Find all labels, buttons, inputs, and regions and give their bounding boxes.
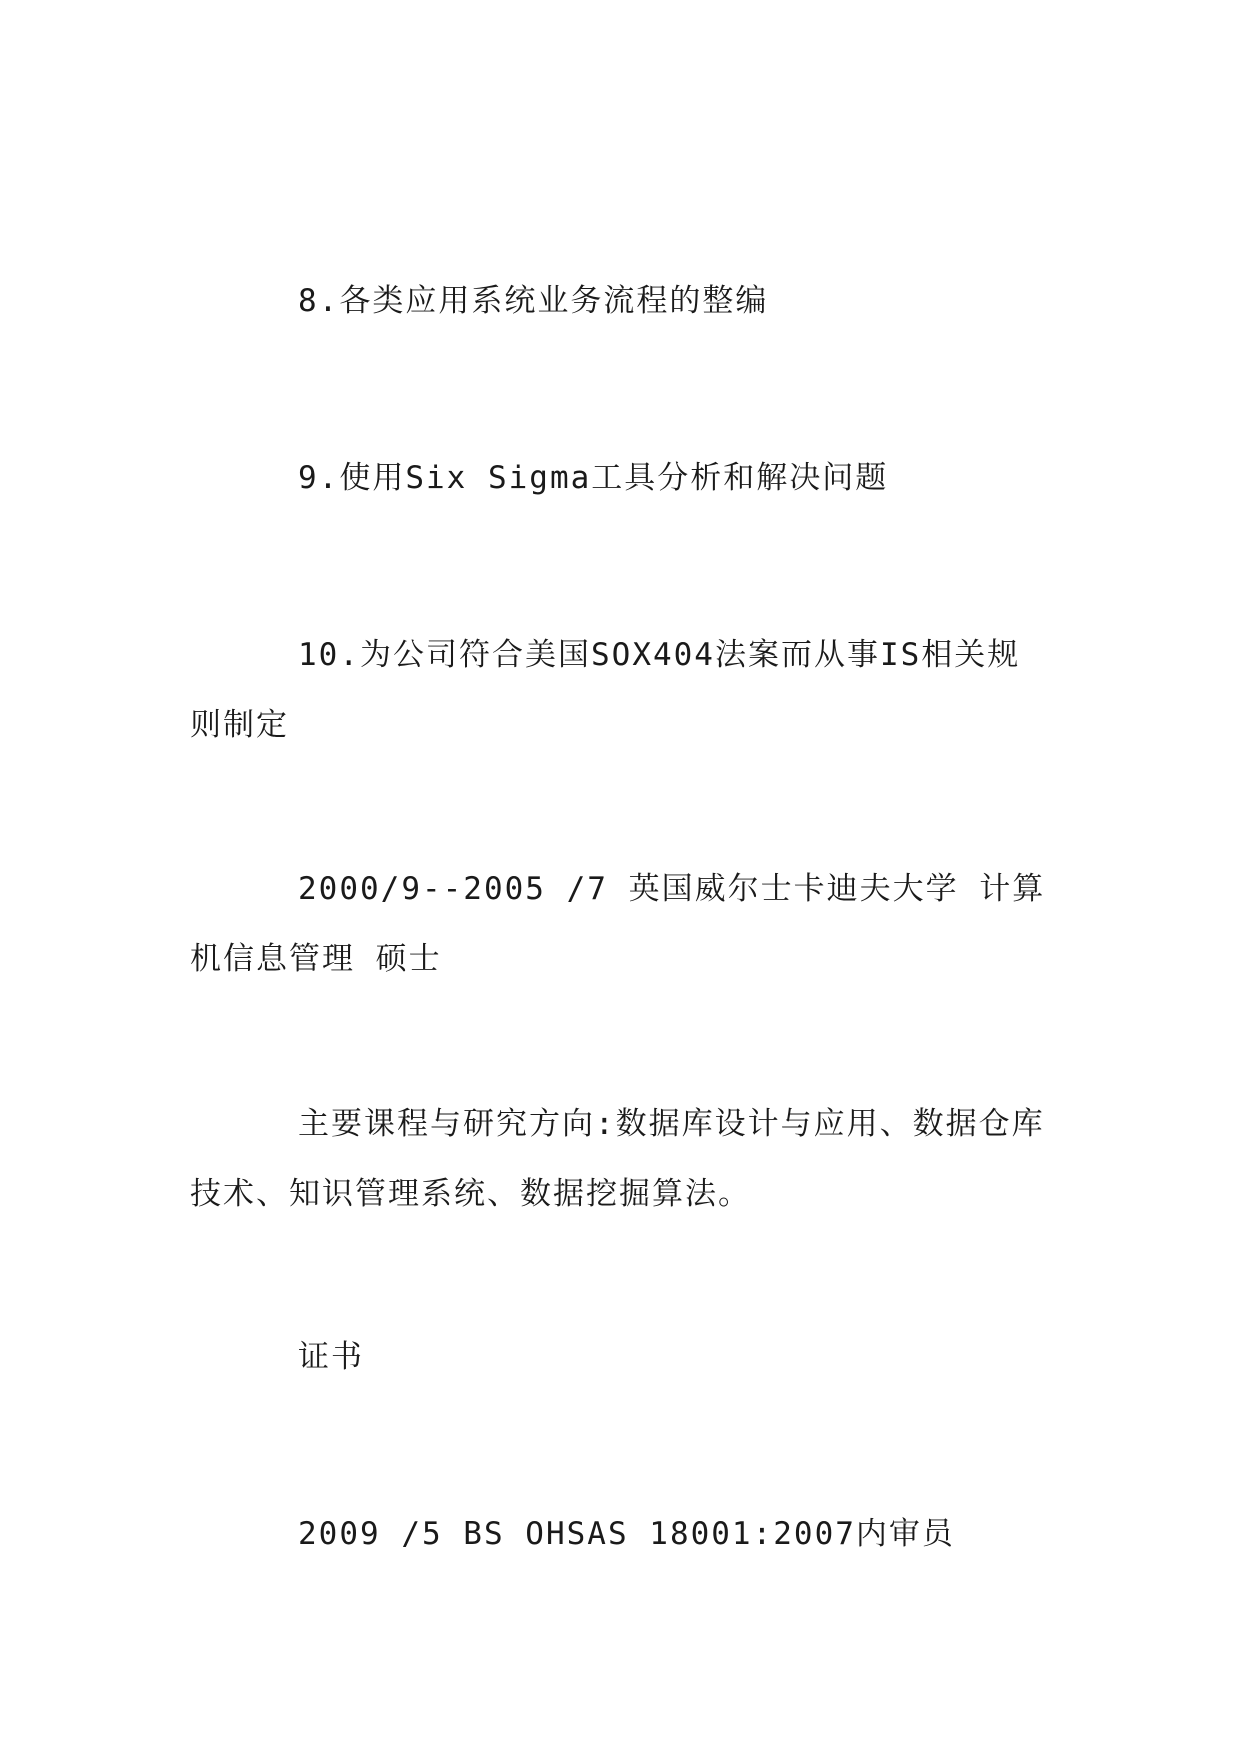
courses-paragraph: 主要课程与研究方向:数据库设计与应用、数据仓库技术、知识管理系统、数据挖掘算法。 [190,1106,1045,1212]
paragraph-item-9: 9.使用Six Sigma工具分析和解决问题 [298,460,889,496]
paragraph-item-10: 10.为公司符合美国SOX404法案而从事IS相关规则制定 [190,637,1021,743]
certificate-entry: 2009 /5 BS OHSAS 18001:2007内审员 [298,1516,955,1552]
certificates-heading: 证书 [298,1339,364,1375]
paragraph-item-8: 8.各类应用系统业务流程的整编 [298,283,769,319]
education-entry: 2000/9--2005 /7 英国威尔士卡迪夫大学 计算机信息管理 硕士 [190,871,1046,977]
